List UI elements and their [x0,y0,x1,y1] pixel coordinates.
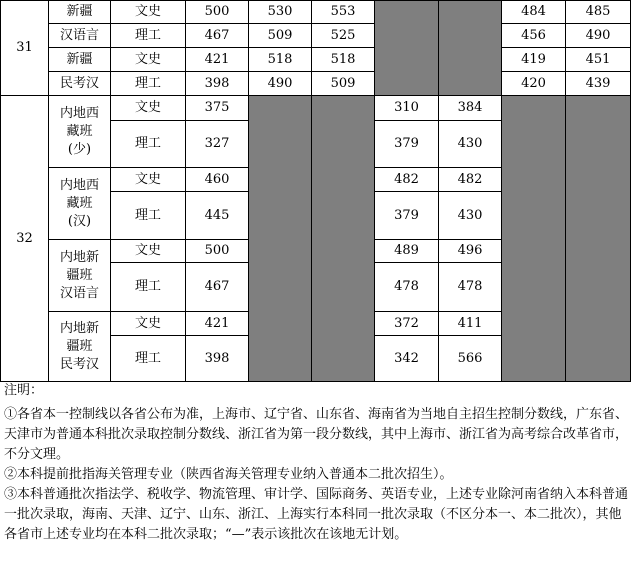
score-cell: 327 [186,121,249,168]
score-cell: 456 [502,24,566,48]
table-row [1,1,631,24]
no-plan-cell [375,1,439,96]
group-name-line: 疆班 [66,338,93,354]
no-plan-cell [502,96,566,382]
score-cell: 411 [439,312,502,336]
track-label: 文史 [111,168,186,192]
track-label: 文史 [111,1,186,24]
score-cell: 467 [186,263,249,312]
track-label: 理工 [111,121,186,168]
group-name-line: 内地新 [59,320,99,336]
score-cell: 419 [502,48,566,72]
score-cell: 379 [375,121,439,168]
score-cell: 496 [439,240,502,263]
score-cell: 460 [186,168,249,192]
no-plan-cell [249,96,312,382]
score-cell: 525 [312,24,375,48]
score-cell: 379 [375,192,439,240]
score-cell: 489 [375,240,439,263]
score-cell: 490 [566,24,631,48]
group-name: 民考汉 [49,72,111,96]
province-number: 31 [1,1,49,96]
note-2: ②本科提前批指海关管理专业（陕西省海关管理专业纳入普通本二批次招生）。 [4,467,453,482]
score-cell: 500 [186,240,249,263]
table-row [1,96,631,121]
group-name-line: 藏班 [66,195,93,211]
note-3: ③本科普通批次指法学、税收学、物流管理、审计学、国际商务、英语专业，上述专业除河南省纳入本科普通一批次录取，海南、天津、辽宁、山东、浙江、上海实行本科同一批次录取（不区分本一、本二批次），其他各省市上述专业均在本科二批次录取；“—”表示该批次在该地无计划。 [4,487,629,542]
score-cell: 490 [249,72,312,96]
score-cell: 518 [312,48,375,72]
notes-title: 注明： [4,383,44,398]
score-cell: 478 [439,263,502,312]
track-label: 理工 [111,24,186,48]
score-cell: 430 [439,192,502,240]
score-cell: 372 [375,312,439,336]
group-name-line: (汉) [67,213,92,229]
score-cell: 420 [502,72,566,96]
track-label: 理工 [111,72,186,96]
group-name-line: 内地西 [59,177,99,193]
group-name-line: 内地西 [59,105,99,121]
score-cell: 484 [502,1,566,24]
group-name-line: 疆班 [66,267,93,283]
score-cell: 451 [566,48,631,72]
score-cell: 509 [312,72,375,96]
score-cell: 530 [249,1,312,24]
group-name-line: 民考汉 [59,356,99,372]
score-cell: 553 [312,1,375,24]
score-cell: 500 [186,1,249,24]
table-row [1,24,631,48]
no-plan-cell [439,1,502,96]
group-name: 汉语言 [49,24,111,48]
no-plan-cell [312,96,375,382]
score-cell: 430 [439,121,502,168]
group-name [49,312,111,382]
score-cell: 485 [566,1,631,24]
no-plan-cell [566,96,631,382]
track-label: 文史 [111,312,186,336]
score-cell: 467 [186,24,249,48]
province-number: 32 [1,96,49,382]
track-label: 理工 [111,336,186,382]
score-cell: 398 [186,72,249,96]
group-name [49,96,111,168]
score-cell: 509 [249,24,312,48]
score-cell: 478 [375,263,439,312]
table-row [1,72,631,96]
track-label: 文史 [111,96,186,121]
group-name-line: 汉语言 [59,285,99,301]
group-name-line: (少) [67,141,92,157]
group-name-line: 藏班 [66,123,93,139]
note-1: ①各省本一控制线以各省公布为准，上海市、辽宁省、山东省、海南省为当地自主招生控制分数线，广东省、天津市为普通本科批次录取控制分数线、浙江省为第一段分数线，其中上海市、浙江省为高考综合改革省市，不分文理。 [4,407,629,462]
score-cell: 482 [375,168,439,192]
track-label: 文史 [111,240,186,263]
notes-section [4,381,629,545]
score-cell: 310 [375,96,439,121]
group-name [49,168,111,240]
score-cell: 375 [186,96,249,121]
score-cell: 398 [186,336,249,382]
track-label: 文史 [111,48,186,72]
score-cell: 421 [186,312,249,336]
score-cell: 342 [375,336,439,382]
score-cell: 445 [186,192,249,240]
score-cell: 566 [439,336,502,382]
score-cell: 421 [186,48,249,72]
score-cell: 439 [566,72,631,96]
track-label: 理工 [111,192,186,240]
group-name: 新疆 [49,48,111,72]
track-label: 理工 [111,263,186,312]
group-name: 新疆 [49,1,111,24]
score-cell: 384 [439,96,502,121]
score-cell: 482 [439,168,502,192]
score-cell: 518 [249,48,312,72]
group-name [49,240,111,312]
table-row [1,48,631,72]
group-name-line: 内地新 [59,249,99,265]
